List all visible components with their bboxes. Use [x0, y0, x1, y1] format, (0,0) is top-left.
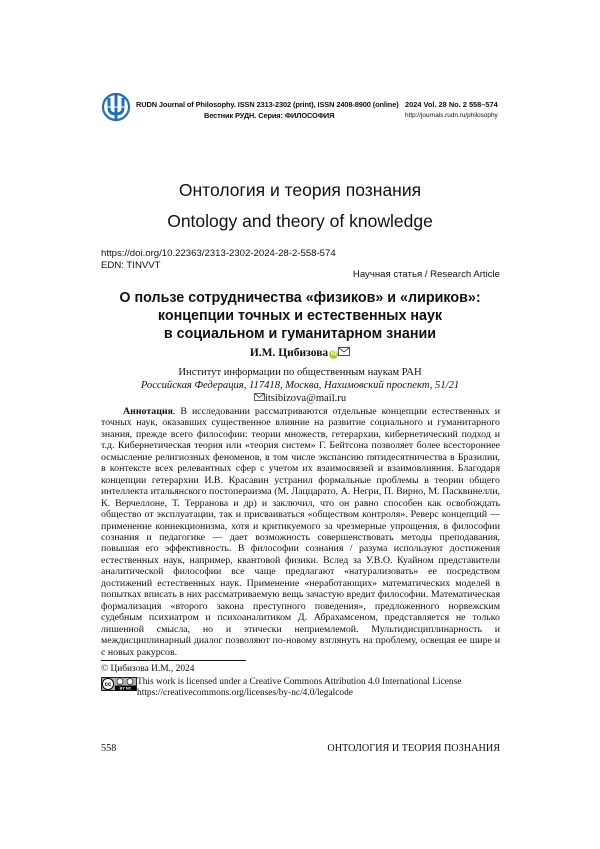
license-text: This work is licensed under a Creative Commons Attribution 4.0 International License [137, 677, 462, 687]
abstract-label: Аннотация [123, 406, 173, 417]
edn: EDN: TINVVT [101, 260, 161, 271]
rudn-logo-icon [101, 92, 131, 122]
license-url[interactable]: https://creativecommons.org/licenses/by-nc/4.0/legalcode [137, 688, 353, 698]
cc-by-nc-badge-icon[interactable] [101, 677, 137, 691]
institute: Институт информации по общественным наукам РАН [178, 367, 422, 378]
title-line: в социальном и гуманитарном знании [163, 326, 437, 342]
envelope-icon [254, 393, 265, 401]
cc-badge-sub: BY NC [119, 686, 132, 691]
article-type: Научная статья / Research Article [352, 269, 500, 280]
email[interactable]: itsibizova@mail.ru [264, 393, 347, 404]
doi-block [101, 248, 336, 272]
section-title-ru: Онтология и теория познания [178, 180, 422, 200]
author-line [0, 347, 600, 359]
title-line: концепции точных и естественных наук [157, 308, 443, 324]
journal-header [136, 99, 399, 121]
address: Российская Федерация, 117418, Москва, Нахимовский проспект, 51/21 [140, 380, 460, 391]
journal-volume: 2024 Vol. 28 No. 2 558–574 [405, 100, 498, 109]
abstract [101, 406, 500, 658]
copyright: © Цибизова И.М., 2024 [101, 664, 195, 674]
journal-url[interactable]: http://journals.rudn.ru/philosophy [405, 112, 498, 119]
abstract-text: . В исследовании рассматриваются отдельные концепции естественных и точных наук, оказавших существенное влияние на развитие социального и гуманитарного знания, прежде всего философии: теории множеств, гетерархии, кибернетический подход и т.д. Кибернетическая теория или «теория систем» Г. Бейтсона позволяет более всестороннее осмысление религиозных феноменов, в том числе экспансию пятидесятничества в Бразилии, в контексте всех релевантных сфер с учетом их взаимосвязей и взаимовлияния. Благодаря концепции гетерархии И.В. Красавин устранил формальные проблемы в теории общего интеллекта итальянского постопераизма (М. Лаццарато, А. Негри, П. Вирно, М. Пасквинелли, К. Верчеллоне, Т. Терранова и др) и заключил, что он равно способен как освобождать общество от эксплуатации, так и присваиваться «обществом контроля». Реверс концепций — применение коннекционизма, хотя и критикуемого за чрезмерные упрощения, в философии сознания и педагогике — дает возможность совершенствовать методы преподавания, повышая его эффективность. В философии сознания / разума используют достижения естественных наук, например, квантовой физики. Вслед за У.В.О. Куайном представители аналитической философии все чаще предлагают «натурализовать» ее посредством достижений естественных наук. Применение «неработающих» математических моделей в попытках вписать в них рассматриваемую вещь зачастую вредит философии. Математическая формализация «второго закона преступного поведения», предложенного норвежским судебным психиатром и психоаналитиком Д. Абрахамсеном, представляется не только лишенной смысла, но и этически неприемлемой. Мультидисциплинарность и междисциплинарный диалог позволяют по-новому взглянуть на проблему, освещая ее шире и с новых ракурсов. [101, 406, 500, 658]
title-line: О пользе сотрудничества «физиков» и «лириков»: [119, 290, 481, 306]
license [137, 677, 461, 699]
cc-badge-text: cc [104, 682, 112, 689]
section-title-en: Ontology and theory of knowledge [167, 211, 433, 231]
email-line [0, 392, 600, 405]
affiliation [0, 366, 600, 405]
page-number: 558 [101, 743, 117, 754]
author-name: И.М. Цибизова [249, 347, 329, 359]
envelope-icon[interactable] [338, 347, 350, 356]
journal-title-en: RUDN Journal of Philosophy. ISSN 2313-2302 (print), ISSN 2408-8900 (online) [136, 100, 399, 109]
footnote-divider [101, 660, 246, 661]
running-footer: ОНТОЛОГИЯ И ТЕОРИЯ ПОЗНАНИЯ [327, 743, 500, 754]
journal-title-ru: Вестник РУДН. Серия: ФИЛОСОФИЯ [204, 111, 335, 120]
journal-issue [405, 99, 498, 121]
article-title [0, 289, 600, 343]
orcid-icon[interactable]: iD [330, 351, 337, 357]
doi-link[interactable]: https://doi.org/10.22363/2313-2302-2024-28-2-558-574 [101, 248, 336, 259]
